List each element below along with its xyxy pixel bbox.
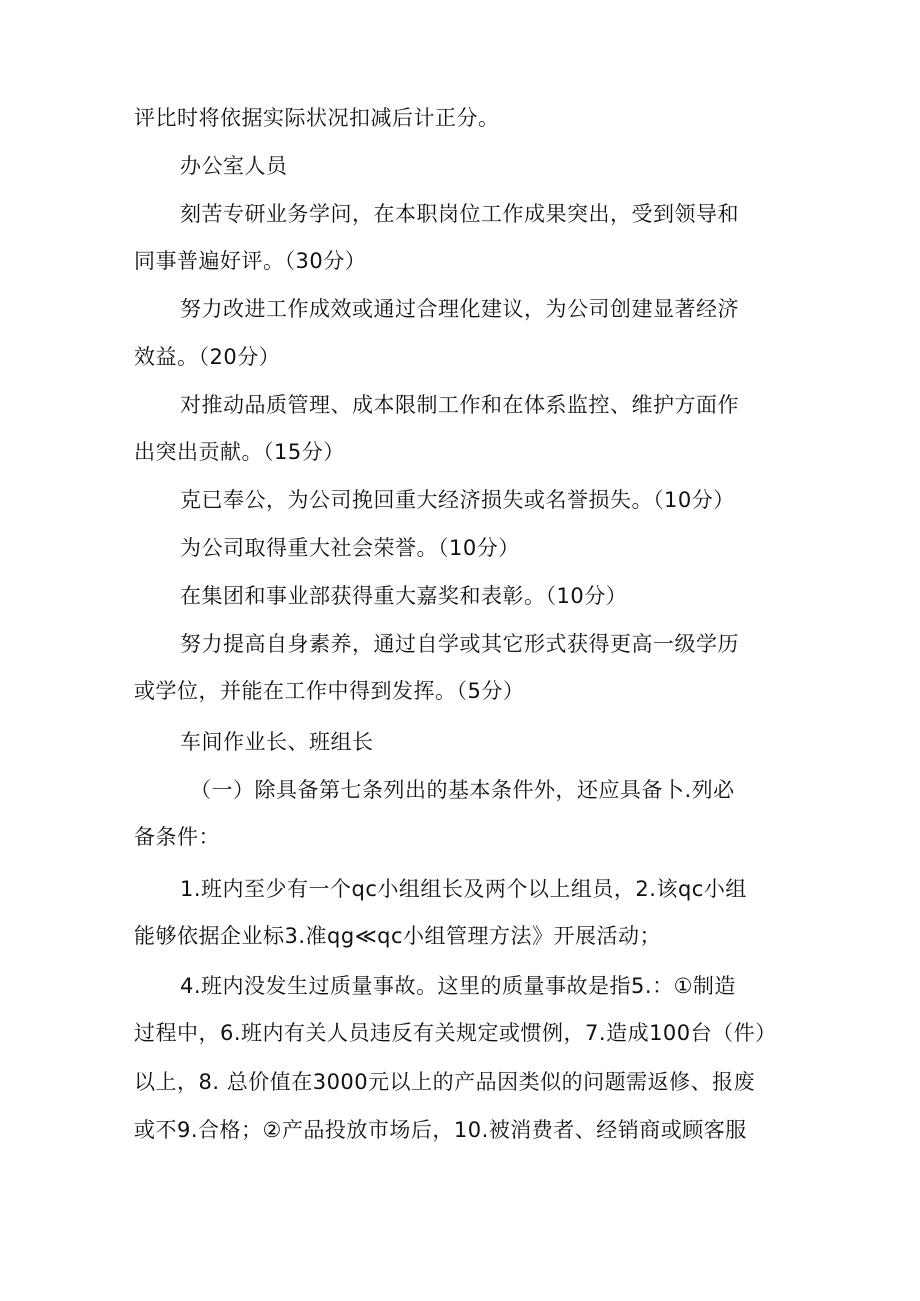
section-heading: 办公室人员 — [180, 154, 288, 178]
text-line: 对推动品质管理、成本限制工作和在体系监控、维护方面作 — [180, 393, 739, 417]
text-line: 或不9.合格；②产品投放市场后，10.被消费者、经销商或顾客服 — [134, 1118, 747, 1142]
text-line: 效益。（20分） — [134, 345, 281, 369]
section-heading: 车间作业长、班组长 — [180, 730, 374, 754]
text-line: 刻苦专研业务学问，在本职岗位工作成果突出，受到领导和 — [180, 202, 739, 226]
text-line: 以上，8. 总价值在3000元以上的产品因类似的问题需返修、报废 — [134, 1070, 756, 1094]
text-line: 努力改进工作成效或通过合理化建议，为公司创建显著经济 — [180, 297, 739, 321]
text-line: 过程中，6.班内有关人员违反有关规定或惯例，7.造成100台（件） — [134, 1021, 777, 1045]
text-line: 努力提高自身素养，通过自学或其它形式获得更高一级学历 — [180, 632, 739, 656]
text-line: 在集团和事业部获得重大嘉奖和表彰。（10分） — [180, 584, 628, 608]
text-line: 出突出贡献。（15分） — [134, 440, 345, 464]
text-line: 评比时将依据实际状况扣减后计正分。 — [134, 106, 500, 130]
text-line: 1.班内至少有一个qc小组组长及两个以上组员，2.该qc小组 — [180, 877, 747, 901]
text-line: 或学位，并能在工作中得到发挥。（5分） — [134, 679, 525, 703]
text-line: 为公司取得重大社会荣誉。（10分） — [180, 536, 520, 560]
text-line: 4.班内没发生过质量事故。这里的质量事故是指5.：①制造 — [180, 974, 736, 998]
text-line: 能够依据企业标3.准qg≪qc小组管理方法》开展活动； — [134, 924, 662, 948]
text-line: （一）除具备第七条列出的基本条件外，还应具备卜.列必 — [190, 778, 735, 802]
text-line: 同事普遍好评。（30分） — [134, 249, 367, 273]
text-line: 备条件： — [134, 825, 220, 849]
text-line: 克已奉公，为公司挽回重大经济损失或名誉损失。（10分） — [180, 488, 735, 512]
